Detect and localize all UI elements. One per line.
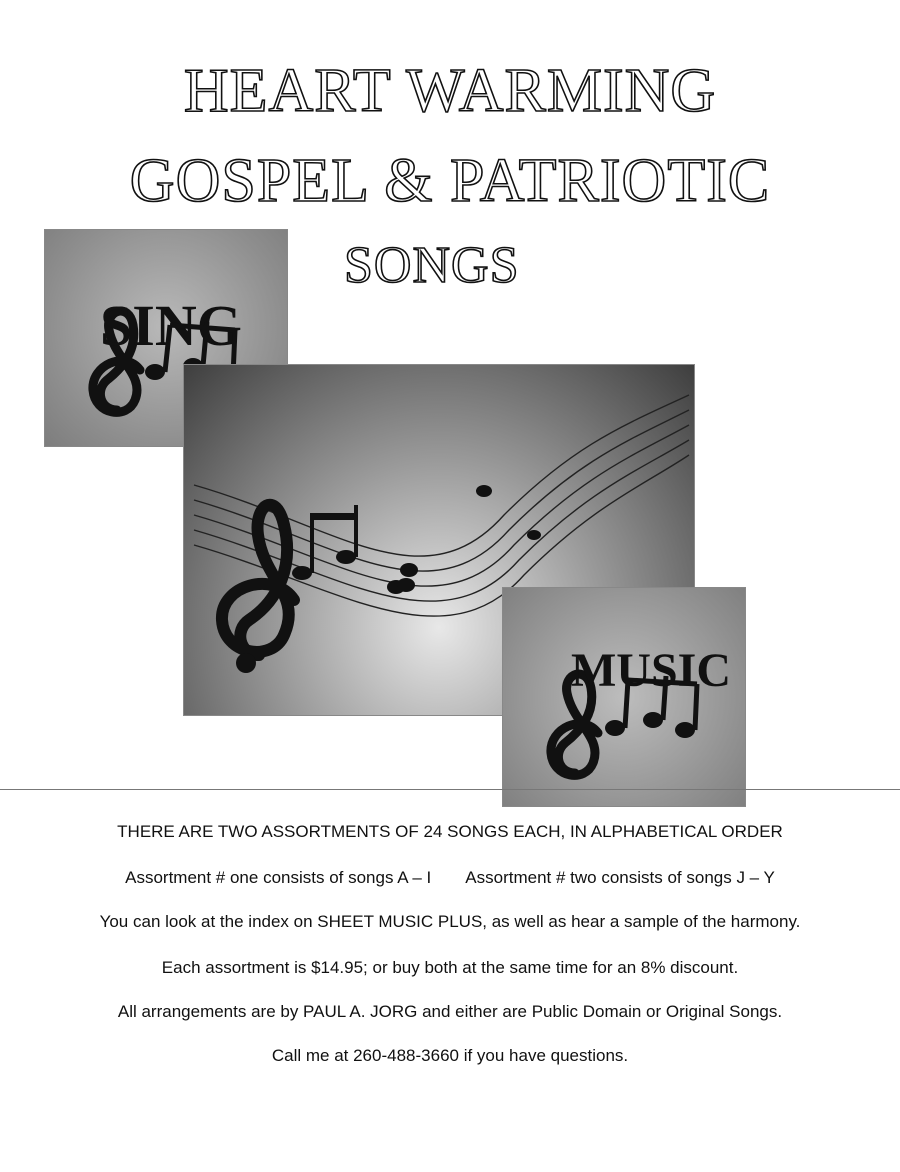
treble-clef-icon — [222, 505, 294, 673]
info-line-price: Each assortment is $14.95; or buy both at the same time for an 8% discount. — [161, 958, 739, 977]
title-line-2: GOSPEL & PATRIOTIC — [129, 147, 771, 215]
info-line-index: You can look at the index on SHEET MUSIC PLUS, as well as hear a sample of the harmony. — [99, 912, 801, 931]
assortment-two-text: Assortment # two consists of songs J – Y — [465, 868, 775, 887]
sing-word: SING — [100, 293, 242, 358]
title-line-1: HEART WARMING — [183, 57, 717, 125]
music-word: MUSIC — [571, 644, 732, 697]
assortment-one-text: Assortment # one consists of songs A – I — [125, 868, 432, 887]
info-line-assortments: THERE ARE TWO ASSORTMENTS OF 24 SONGS EACH, IN ALPHABETICAL ORDER — [117, 822, 783, 841]
info-line-ranges — [0, 868, 900, 888]
music-image — [502, 587, 746, 807]
divider — [0, 789, 900, 790]
info-line-contact: Call me at 260-488-3660 if you have questions. — [271, 1046, 629, 1065]
title-line-3: SONGS — [344, 237, 520, 294]
info-line-arrangements: All arrangements are by PAUL A. JORG and either are Public Domain or Original Songs. — [117, 1002, 783, 1021]
